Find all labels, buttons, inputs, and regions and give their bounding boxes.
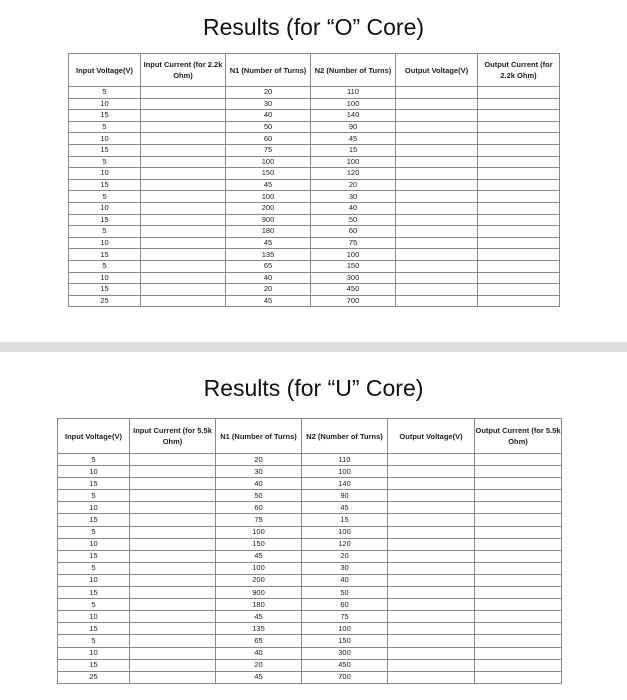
table-row bbox=[69, 226, 560, 238]
header-output-voltage: Output Voltage(V) bbox=[388, 419, 475, 454]
input-current-cell bbox=[141, 295, 226, 307]
output-current-cell bbox=[475, 599, 562, 611]
output-voltage-cell bbox=[396, 237, 478, 249]
output-current-cell bbox=[475, 526, 562, 538]
input-voltage-cell: 5 bbox=[58, 562, 130, 574]
header-n1-turns: N1 (Number of Turns) bbox=[216, 419, 302, 454]
output-voltage-cell bbox=[396, 214, 478, 226]
input-current-cell bbox=[141, 260, 226, 272]
table-row bbox=[69, 237, 560, 249]
table-row bbox=[69, 272, 560, 284]
input-current-cell bbox=[141, 110, 226, 122]
output-current-cell bbox=[478, 202, 560, 214]
n1-turns-cell: 45 bbox=[216, 611, 302, 623]
output-current-cell bbox=[475, 671, 562, 683]
n1-turns-cell: 900 bbox=[226, 214, 311, 226]
output-voltage-cell bbox=[396, 98, 478, 110]
n2-turns-cell: 140 bbox=[302, 478, 388, 490]
n2-turns-cell: 120 bbox=[311, 168, 396, 180]
input-voltage-cell: 10 bbox=[58, 502, 130, 514]
input-voltage-cell: 10 bbox=[69, 237, 141, 249]
table-row bbox=[69, 202, 560, 214]
n2-turns-cell: 30 bbox=[302, 562, 388, 574]
output-voltage-cell bbox=[388, 611, 475, 623]
input-current-cell bbox=[141, 168, 226, 180]
n2-turns-cell: 15 bbox=[311, 144, 396, 156]
n2-turns-cell: 60 bbox=[302, 599, 388, 611]
input-voltage-cell: 10 bbox=[69, 133, 141, 145]
n2-turns-cell: 100 bbox=[311, 98, 396, 110]
n2-turns-cell: 50 bbox=[311, 214, 396, 226]
n1-turns-cell: 60 bbox=[226, 133, 311, 145]
header-n2-turns: N2 (Number of Turns) bbox=[311, 54, 396, 87]
output-voltage-cell bbox=[388, 490, 475, 502]
output-current-cell bbox=[478, 284, 560, 296]
output-current-cell bbox=[475, 635, 562, 647]
output-current-cell bbox=[478, 121, 560, 133]
n2-turns-cell: 700 bbox=[302, 671, 388, 683]
n1-turns-cell: 135 bbox=[216, 623, 302, 635]
table-row bbox=[58, 599, 562, 611]
output-voltage-cell bbox=[388, 514, 475, 526]
input-voltage-cell: 5 bbox=[69, 191, 141, 203]
output-voltage-cell bbox=[388, 538, 475, 550]
output-voltage-cell bbox=[388, 478, 475, 490]
input-current-cell bbox=[130, 659, 216, 671]
output-voltage-cell bbox=[396, 144, 478, 156]
input-voltage-cell: 15 bbox=[69, 110, 141, 122]
output-current-cell bbox=[475, 659, 562, 671]
output-voltage-cell bbox=[388, 574, 475, 586]
input-current-cell bbox=[141, 191, 226, 203]
input-current-cell bbox=[130, 587, 216, 599]
output-current-cell bbox=[475, 550, 562, 562]
n2-turns-cell: 100 bbox=[302, 466, 388, 478]
table-row bbox=[58, 526, 562, 538]
output-current-cell bbox=[478, 226, 560, 238]
n2-turns-cell: 110 bbox=[311, 87, 396, 99]
n1-turns-cell: 200 bbox=[226, 202, 311, 214]
input-voltage-cell: 10 bbox=[69, 98, 141, 110]
output-current-cell bbox=[475, 611, 562, 623]
input-voltage-cell: 10 bbox=[69, 272, 141, 284]
n1-turns-cell: 50 bbox=[216, 490, 302, 502]
output-current-cell bbox=[478, 249, 560, 261]
input-voltage-cell: 15 bbox=[69, 144, 141, 156]
input-voltage-cell: 15 bbox=[69, 284, 141, 296]
input-voltage-cell: 15 bbox=[58, 478, 130, 490]
table-header-row bbox=[69, 54, 560, 87]
input-current-cell bbox=[141, 237, 226, 249]
n2-turns-cell: 20 bbox=[311, 179, 396, 191]
input-voltage-cell: 5 bbox=[58, 635, 130, 647]
output-current-cell bbox=[478, 133, 560, 145]
table-row bbox=[69, 260, 560, 272]
header-input-voltage: Input Voltage(V) bbox=[69, 54, 141, 87]
o-core-title: Results (for “O” Core) bbox=[202, 14, 425, 40]
output-voltage-cell bbox=[388, 526, 475, 538]
table-row bbox=[58, 635, 562, 647]
n2-turns-cell: 140 bbox=[311, 110, 396, 122]
n2-turns-cell: 90 bbox=[302, 490, 388, 502]
n1-turns-cell: 65 bbox=[216, 635, 302, 647]
input-voltage-cell: 15 bbox=[58, 587, 130, 599]
output-current-cell bbox=[478, 295, 560, 307]
output-current-cell bbox=[478, 214, 560, 226]
input-voltage-cell: 5 bbox=[69, 260, 141, 272]
output-current-cell bbox=[478, 191, 560, 203]
n2-turns-cell: 90 bbox=[311, 121, 396, 133]
input-voltage-cell: 10 bbox=[69, 168, 141, 180]
n1-turns-cell: 900 bbox=[216, 587, 302, 599]
n1-turns-cell: 150 bbox=[216, 538, 302, 550]
output-voltage-cell bbox=[388, 659, 475, 671]
n1-turns-cell: 20 bbox=[226, 284, 311, 296]
n1-turns-cell: 40 bbox=[216, 478, 302, 490]
n1-turns-cell: 100 bbox=[216, 526, 302, 538]
table-row bbox=[69, 191, 560, 203]
n2-turns-cell: 450 bbox=[302, 659, 388, 671]
n2-turns-cell: 150 bbox=[302, 635, 388, 647]
table-row bbox=[69, 284, 560, 296]
n2-turns-cell: 100 bbox=[302, 526, 388, 538]
header-input-current: Input Current (for 2.2k Ohm) bbox=[141, 54, 226, 87]
input-current-cell bbox=[141, 144, 226, 156]
output-current-cell bbox=[478, 237, 560, 249]
n2-turns-cell: 300 bbox=[302, 647, 388, 659]
output-current-cell bbox=[475, 623, 562, 635]
input-current-cell bbox=[141, 179, 226, 191]
input-current-cell bbox=[141, 121, 226, 133]
header-output-current: Output Current (for 2.2k Ohm) bbox=[478, 54, 560, 87]
input-voltage-cell: 5 bbox=[69, 226, 141, 238]
input-voltage-cell: 5 bbox=[69, 121, 141, 133]
table-row bbox=[69, 98, 560, 110]
output-voltage-cell bbox=[396, 179, 478, 191]
n1-turns-cell: 135 bbox=[226, 249, 311, 261]
input-voltage-cell: 5 bbox=[58, 490, 130, 502]
output-current-cell bbox=[475, 562, 562, 574]
n1-turns-cell: 40 bbox=[216, 647, 302, 659]
input-current-cell bbox=[141, 249, 226, 261]
input-current-cell bbox=[130, 466, 216, 478]
input-current-cell bbox=[130, 599, 216, 611]
n1-turns-cell: 60 bbox=[216, 502, 302, 514]
n2-turns-cell: 100 bbox=[311, 249, 396, 261]
output-current-cell bbox=[478, 110, 560, 122]
input-current-cell bbox=[130, 514, 216, 526]
n1-turns-cell: 45 bbox=[226, 237, 311, 249]
n1-turns-cell: 180 bbox=[216, 599, 302, 611]
input-voltage-cell: 5 bbox=[69, 156, 141, 168]
output-current-cell bbox=[478, 260, 560, 272]
input-voltage-cell: 10 bbox=[58, 611, 130, 623]
output-current-cell bbox=[478, 179, 560, 191]
n2-turns-cell: 20 bbox=[302, 550, 388, 562]
output-current-cell bbox=[475, 647, 562, 659]
table-row bbox=[69, 121, 560, 133]
n2-turns-cell: 40 bbox=[302, 574, 388, 586]
n2-turns-cell: 120 bbox=[302, 538, 388, 550]
input-voltage-cell: 10 bbox=[58, 574, 130, 586]
input-voltage-cell: 15 bbox=[58, 514, 130, 526]
table-row bbox=[58, 587, 562, 599]
input-voltage-cell: 5 bbox=[58, 599, 130, 611]
output-current-cell bbox=[478, 98, 560, 110]
input-voltage-cell: 15 bbox=[69, 214, 141, 226]
input-current-cell bbox=[141, 87, 226, 99]
n2-turns-cell: 110 bbox=[302, 454, 388, 466]
output-voltage-cell bbox=[396, 133, 478, 145]
table-header-row bbox=[58, 419, 562, 454]
n2-turns-cell: 150 bbox=[311, 260, 396, 272]
n2-turns-cell: 450 bbox=[311, 284, 396, 296]
input-current-cell bbox=[130, 647, 216, 659]
input-voltage-cell: 15 bbox=[69, 179, 141, 191]
input-voltage-cell: 5 bbox=[58, 454, 130, 466]
output-voltage-cell bbox=[388, 502, 475, 514]
output-current-cell bbox=[478, 144, 560, 156]
output-current-cell bbox=[475, 514, 562, 526]
n1-turns-cell: 180 bbox=[226, 226, 311, 238]
input-voltage-cell: 10 bbox=[58, 466, 130, 478]
table-row bbox=[58, 659, 562, 671]
input-current-cell bbox=[130, 478, 216, 490]
header-output-current: Output Current (for 5.5k Ohm) bbox=[475, 419, 562, 454]
input-voltage-cell: 10 bbox=[58, 538, 130, 550]
table-row bbox=[69, 179, 560, 191]
input-voltage-cell: 5 bbox=[69, 87, 141, 99]
output-voltage-cell bbox=[396, 295, 478, 307]
input-current-cell bbox=[130, 671, 216, 683]
output-voltage-cell bbox=[388, 562, 475, 574]
input-voltage-cell: 25 bbox=[69, 295, 141, 307]
output-voltage-cell bbox=[396, 191, 478, 203]
output-voltage-cell bbox=[396, 260, 478, 272]
output-current-cell bbox=[475, 502, 562, 514]
output-current-cell bbox=[475, 574, 562, 586]
n1-turns-cell: 50 bbox=[226, 121, 311, 133]
input-current-cell bbox=[141, 98, 226, 110]
n1-turns-cell: 30 bbox=[216, 466, 302, 478]
header-input-voltage: Input Voltage(V) bbox=[58, 419, 130, 454]
output-voltage-cell bbox=[388, 550, 475, 562]
header-n2-turns: N2 (Number of Turns) bbox=[302, 419, 388, 454]
n2-turns-cell: 60 bbox=[311, 226, 396, 238]
input-voltage-cell: 15 bbox=[58, 659, 130, 671]
n1-turns-cell: 45 bbox=[226, 179, 311, 191]
n1-turns-cell: 65 bbox=[226, 260, 311, 272]
output-voltage-cell bbox=[396, 156, 478, 168]
table-row bbox=[69, 214, 560, 226]
o-core-results-table bbox=[68, 53, 560, 307]
table-row bbox=[69, 133, 560, 145]
n2-turns-cell: 100 bbox=[311, 156, 396, 168]
n2-turns-cell: 45 bbox=[302, 502, 388, 514]
n1-turns-cell: 40 bbox=[226, 272, 311, 284]
input-current-cell bbox=[141, 284, 226, 296]
output-voltage-cell bbox=[396, 168, 478, 180]
output-voltage-cell bbox=[388, 599, 475, 611]
table-row bbox=[58, 514, 562, 526]
u-core-panel bbox=[0, 352, 627, 700]
input-current-cell bbox=[130, 454, 216, 466]
table-row bbox=[58, 454, 562, 466]
input-voltage-cell: 15 bbox=[69, 249, 141, 261]
table-row bbox=[58, 671, 562, 683]
output-voltage-cell bbox=[396, 226, 478, 238]
table-row bbox=[58, 647, 562, 659]
n1-turns-cell: 75 bbox=[226, 144, 311, 156]
u-core-results-table bbox=[57, 418, 562, 684]
output-voltage-cell bbox=[388, 466, 475, 478]
output-voltage-cell bbox=[388, 587, 475, 599]
output-voltage-cell bbox=[388, 635, 475, 647]
output-current-cell bbox=[475, 538, 562, 550]
n1-turns-cell: 100 bbox=[226, 191, 311, 203]
n2-turns-cell: 45 bbox=[311, 133, 396, 145]
n1-turns-cell: 30 bbox=[226, 98, 311, 110]
table-row bbox=[69, 168, 560, 180]
input-current-cell bbox=[130, 611, 216, 623]
table-row bbox=[69, 87, 560, 99]
input-voltage-cell: 10 bbox=[69, 202, 141, 214]
table-row bbox=[69, 156, 560, 168]
input-current-cell bbox=[130, 526, 216, 538]
input-voltage-cell: 15 bbox=[58, 623, 130, 635]
n1-turns-cell: 200 bbox=[216, 574, 302, 586]
table-row bbox=[69, 110, 560, 122]
table-row bbox=[69, 249, 560, 261]
input-current-cell bbox=[141, 156, 226, 168]
table-row bbox=[69, 295, 560, 307]
table-row bbox=[58, 466, 562, 478]
input-voltage-cell: 25 bbox=[58, 671, 130, 683]
table-row bbox=[58, 538, 562, 550]
table-row bbox=[58, 550, 562, 562]
output-voltage-cell bbox=[396, 284, 478, 296]
header-output-voltage: Output Voltage(V) bbox=[396, 54, 478, 87]
o-core-panel bbox=[0, 0, 627, 342]
output-current-cell bbox=[478, 156, 560, 168]
table-row bbox=[58, 502, 562, 514]
table-row bbox=[58, 478, 562, 490]
n1-turns-cell: 20 bbox=[216, 659, 302, 671]
o-core-table-body bbox=[69, 87, 560, 307]
table-row bbox=[58, 623, 562, 635]
table-row bbox=[69, 144, 560, 156]
input-voltage-cell: 10 bbox=[58, 647, 130, 659]
input-voltage-cell: 15 bbox=[58, 550, 130, 562]
output-voltage-cell bbox=[396, 121, 478, 133]
input-current-cell bbox=[141, 202, 226, 214]
header-n1-turns: N1 (Number of Turns) bbox=[226, 54, 311, 87]
n2-turns-cell: 75 bbox=[302, 611, 388, 623]
output-current-cell bbox=[475, 466, 562, 478]
input-current-cell bbox=[141, 214, 226, 226]
n1-turns-cell: 100 bbox=[226, 156, 311, 168]
n1-turns-cell: 45 bbox=[226, 295, 311, 307]
input-current-cell bbox=[141, 133, 226, 145]
u-core-table-body bbox=[58, 454, 562, 684]
n1-turns-cell: 40 bbox=[226, 110, 311, 122]
table-row bbox=[58, 490, 562, 502]
output-voltage-cell bbox=[396, 272, 478, 284]
output-current-cell bbox=[475, 587, 562, 599]
n1-turns-cell: 100 bbox=[216, 562, 302, 574]
n1-turns-cell: 45 bbox=[216, 550, 302, 562]
n1-turns-cell: 45 bbox=[216, 671, 302, 683]
output-voltage-cell bbox=[388, 671, 475, 683]
output-current-cell bbox=[478, 168, 560, 180]
output-voltage-cell bbox=[388, 623, 475, 635]
output-voltage-cell bbox=[396, 87, 478, 99]
output-current-cell bbox=[478, 87, 560, 99]
n2-turns-cell: 100 bbox=[302, 623, 388, 635]
input-current-cell bbox=[130, 538, 216, 550]
input-current-cell bbox=[130, 562, 216, 574]
input-current-cell bbox=[141, 272, 226, 284]
output-current-cell bbox=[475, 490, 562, 502]
table-row bbox=[58, 562, 562, 574]
table-row bbox=[58, 574, 562, 586]
n2-turns-cell: 50 bbox=[302, 587, 388, 599]
input-current-cell bbox=[130, 574, 216, 586]
input-current-cell bbox=[141, 226, 226, 238]
output-voltage-cell bbox=[388, 647, 475, 659]
n1-turns-cell: 150 bbox=[226, 168, 311, 180]
n1-turns-cell: 75 bbox=[216, 514, 302, 526]
input-current-cell bbox=[130, 490, 216, 502]
input-current-cell bbox=[130, 635, 216, 647]
input-current-cell bbox=[130, 623, 216, 635]
u-core-title: Results (for “U” Core) bbox=[203, 375, 424, 401]
header-input-current: Input Current (for 5.5k Ohm) bbox=[130, 419, 216, 454]
output-voltage-cell bbox=[388, 454, 475, 466]
n2-turns-cell: 75 bbox=[311, 237, 396, 249]
n2-turns-cell: 40 bbox=[311, 202, 396, 214]
output-voltage-cell bbox=[396, 110, 478, 122]
output-current-cell bbox=[475, 454, 562, 466]
n2-turns-cell: 300 bbox=[311, 272, 396, 284]
input-current-cell bbox=[130, 550, 216, 562]
output-current-cell bbox=[478, 272, 560, 284]
n1-turns-cell: 20 bbox=[216, 454, 302, 466]
n2-turns-cell: 30 bbox=[311, 191, 396, 203]
n1-turns-cell: 20 bbox=[226, 87, 311, 99]
table-row bbox=[58, 611, 562, 623]
n2-turns-cell: 15 bbox=[302, 514, 388, 526]
input-voltage-cell: 5 bbox=[58, 526, 130, 538]
output-voltage-cell bbox=[396, 249, 478, 261]
input-current-cell bbox=[130, 502, 216, 514]
n2-turns-cell: 700 bbox=[311, 295, 396, 307]
output-voltage-cell bbox=[396, 202, 478, 214]
output-current-cell bbox=[475, 478, 562, 490]
